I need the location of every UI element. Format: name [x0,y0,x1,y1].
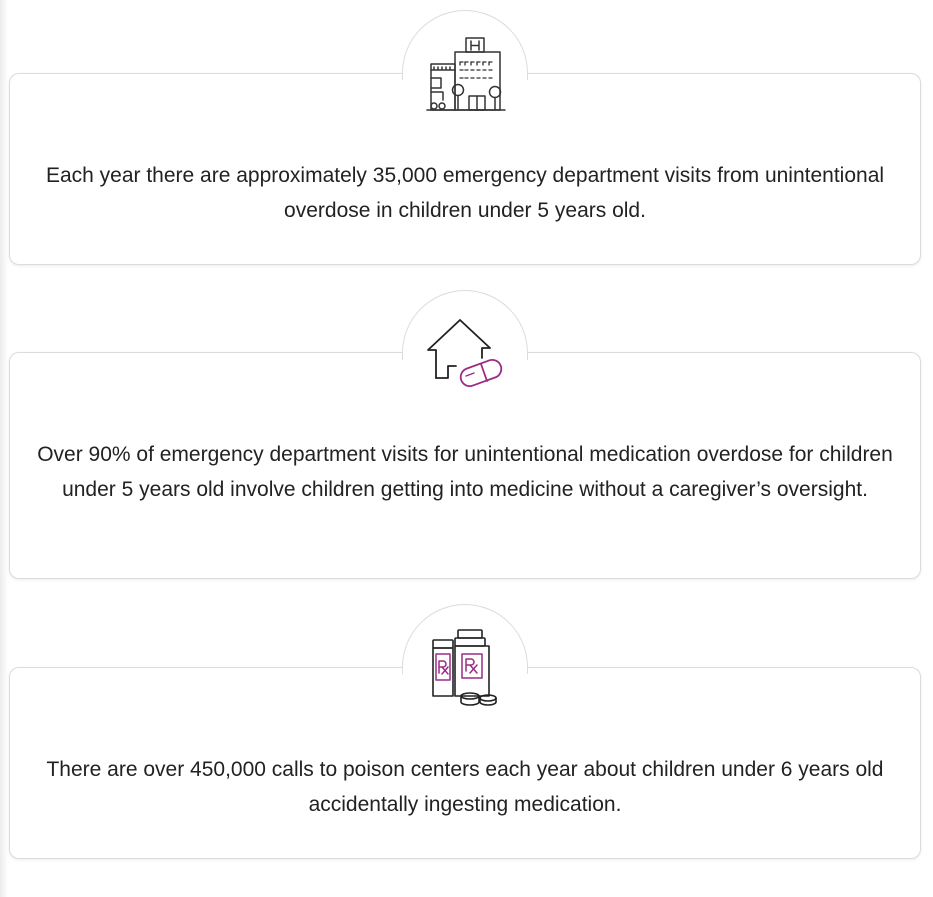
hospital-icon [425,34,507,114]
page-edge-shadow [0,0,8,897]
stat-text-poison-center-calls: There are over 450,000 calls to poison centers each year about children under 6 years old accidentally ingesting medication. [46,758,884,816]
house-pill-icon [424,314,508,394]
prescription-bottles-icon [428,628,504,708]
stat-text-caregiver-oversight: Over 90% of emergency department visits for unintentional medication overdose for children under 5 years old involve children getting into medicine without a caregiver’s oversight. [37,443,893,501]
stat-text-emergency-visits: Each year there are approximately 35,000 emergency department visits from unintentional overdose in children under 5 years old. [45,164,885,222]
